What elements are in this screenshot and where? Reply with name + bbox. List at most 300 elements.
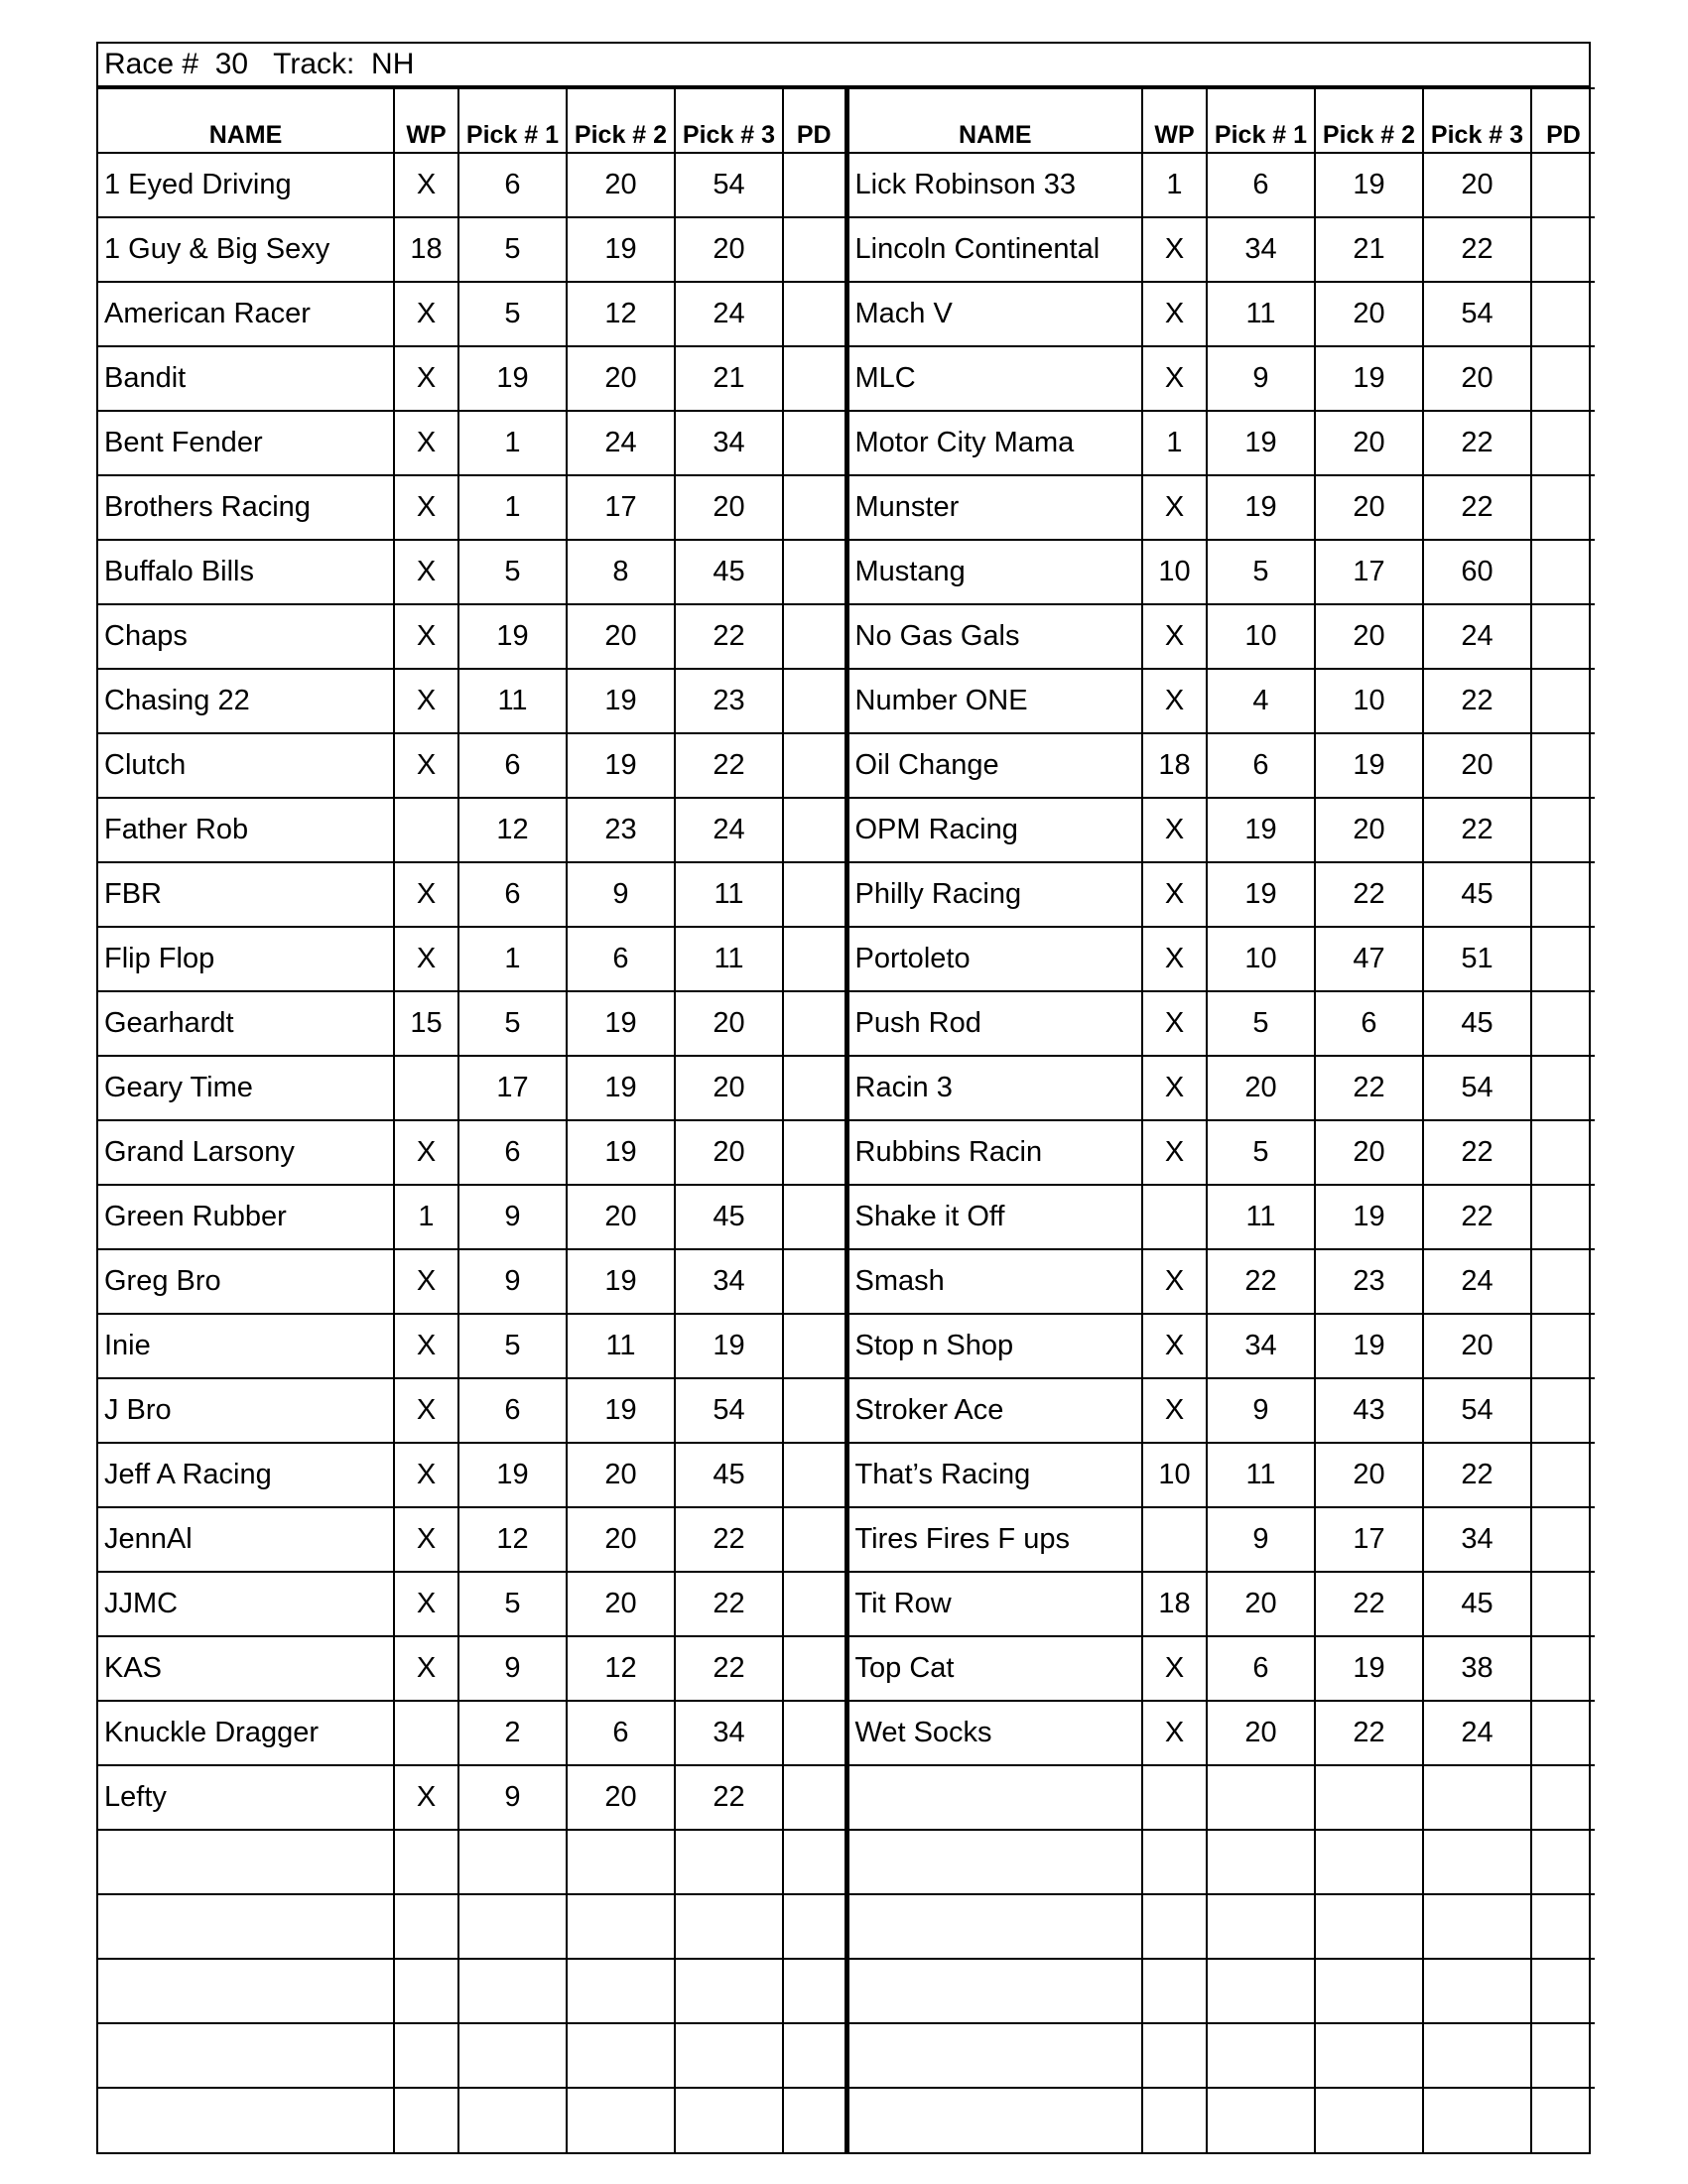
cell-pd-left bbox=[783, 217, 846, 282]
cell-wp-right: X bbox=[1142, 475, 1207, 540]
cell-wp-right: 18 bbox=[1142, 733, 1207, 798]
cell-p2-left: 6 bbox=[567, 927, 675, 991]
cell-p1-left: 12 bbox=[458, 1507, 567, 1572]
cell-p1-right: 6 bbox=[1207, 1636, 1315, 1701]
cell-p1-left: 5 bbox=[458, 1572, 567, 1636]
cell-pd-right bbox=[1531, 1701, 1595, 1765]
column-header-row bbox=[98, 88, 1595, 153]
cell-p2-right: 22 bbox=[1315, 1056, 1423, 1120]
cell-p2-left: 19 bbox=[567, 1249, 675, 1314]
cell-p3-right: 20 bbox=[1423, 346, 1531, 411]
cell-pd-left bbox=[783, 1507, 846, 1572]
table-row bbox=[98, 862, 1595, 927]
cell-p2-left: 20 bbox=[567, 1765, 675, 1830]
cell-p1-right: 9 bbox=[1207, 1378, 1315, 1443]
cell-name-right: Lick Robinson 33 bbox=[846, 153, 1142, 217]
cell-p2-right: 19 bbox=[1315, 1636, 1423, 1701]
cell-pd-right bbox=[1531, 2088, 1595, 2152]
cell-name-left: JJMC bbox=[98, 1572, 394, 1636]
cell-p3-left: 20 bbox=[675, 991, 783, 1056]
cell-p3-left: 23 bbox=[675, 669, 783, 733]
cell-name-left: 1 Eyed Driving bbox=[98, 153, 394, 217]
cell-name-right: Shake it Off bbox=[846, 1185, 1142, 1249]
cell-p3-left: 20 bbox=[675, 1120, 783, 1185]
cell-p1-left bbox=[458, 1894, 567, 1959]
picks-table bbox=[98, 87, 1595, 2152]
cell-p2-left bbox=[567, 1959, 675, 2023]
cell-p1-right: 6 bbox=[1207, 153, 1315, 217]
cell-pd-right bbox=[1531, 282, 1595, 346]
cell-p2-right: 20 bbox=[1315, 411, 1423, 475]
cell-wp-left: X bbox=[394, 862, 458, 927]
cell-p2-left: 19 bbox=[567, 991, 675, 1056]
cell-name-right: Motor City Mama bbox=[846, 411, 1142, 475]
cell-wp-right bbox=[1142, 2023, 1207, 2088]
cell-p2-left: 20 bbox=[567, 1443, 675, 1507]
cell-p2-right: 17 bbox=[1315, 540, 1423, 604]
cell-pd-right bbox=[1531, 1959, 1595, 2023]
table-row bbox=[98, 1378, 1595, 1443]
table-row bbox=[98, 1507, 1595, 1572]
cell-p3-left: 54 bbox=[675, 1378, 783, 1443]
cell-name-left: KAS bbox=[98, 1636, 394, 1701]
cell-name-left: FBR bbox=[98, 862, 394, 927]
cell-name-left bbox=[98, 1959, 394, 2023]
cell-p1-left bbox=[458, 1830, 567, 1894]
cell-p2-left: 12 bbox=[567, 1636, 675, 1701]
cell-pd-right bbox=[1531, 411, 1595, 475]
cell-name-left: Buffalo Bills bbox=[98, 540, 394, 604]
cell-pd-right bbox=[1531, 927, 1595, 991]
cell-wp-right: X bbox=[1142, 1701, 1207, 1765]
cell-p1-right bbox=[1207, 1765, 1315, 1830]
cell-p3-right: 54 bbox=[1423, 1056, 1531, 1120]
cell-pd-left bbox=[783, 1443, 846, 1507]
cell-p3-right bbox=[1423, 1959, 1531, 2023]
col-header-pick3-left: Pick # 3 bbox=[675, 88, 783, 153]
cell-wp-right: X bbox=[1142, 1314, 1207, 1378]
cell-pd-right bbox=[1531, 669, 1595, 733]
cell-wp-left: X bbox=[394, 1507, 458, 1572]
cell-p1-right: 5 bbox=[1207, 540, 1315, 604]
cell-name-right bbox=[846, 2023, 1142, 2088]
cell-wp-left: X bbox=[394, 282, 458, 346]
cell-p1-right: 6 bbox=[1207, 733, 1315, 798]
cell-wp-right bbox=[1142, 1185, 1207, 1249]
cell-name-left: Inie bbox=[98, 1314, 394, 1378]
cell-name-right: Oil Change bbox=[846, 733, 1142, 798]
table-row bbox=[98, 1894, 1595, 1959]
cell-wp-left bbox=[394, 798, 458, 862]
table-row bbox=[98, 1572, 1595, 1636]
cell-p2-left: 24 bbox=[567, 411, 675, 475]
cell-pd-right bbox=[1531, 1185, 1595, 1249]
cell-p2-left: 20 bbox=[567, 1185, 675, 1249]
cell-wp-left: X bbox=[394, 1249, 458, 1314]
cell-p1-left: 6 bbox=[458, 1120, 567, 1185]
cell-name-left: Father Rob bbox=[98, 798, 394, 862]
cell-wp-right: X bbox=[1142, 282, 1207, 346]
cell-pd-right bbox=[1531, 1830, 1595, 1894]
cell-pd-left bbox=[783, 1830, 846, 1894]
cell-p1-left: 6 bbox=[458, 733, 567, 798]
cell-pd-right bbox=[1531, 217, 1595, 282]
table-row bbox=[98, 475, 1595, 540]
cell-pd-left bbox=[783, 669, 846, 733]
cell-p2-right: 19 bbox=[1315, 346, 1423, 411]
cell-name-left: Greg Bro bbox=[98, 1249, 394, 1314]
cell-p2-right: 19 bbox=[1315, 153, 1423, 217]
cell-p2-left: 19 bbox=[567, 1378, 675, 1443]
cell-wp-right: X bbox=[1142, 1120, 1207, 1185]
cell-p2-left: 20 bbox=[567, 1572, 675, 1636]
table-row bbox=[98, 540, 1595, 604]
cell-pd-right bbox=[1531, 604, 1595, 669]
cell-p1-left: 5 bbox=[458, 282, 567, 346]
cell-wp-left: X bbox=[394, 1572, 458, 1636]
cell-p1-left: 6 bbox=[458, 153, 567, 217]
cell-wp-left bbox=[394, 1959, 458, 2023]
cell-p3-left: 45 bbox=[675, 540, 783, 604]
cell-p1-right: 34 bbox=[1207, 1314, 1315, 1378]
cell-p1-right: 10 bbox=[1207, 604, 1315, 669]
cell-p3-right bbox=[1423, 2023, 1531, 2088]
cell-p2-left bbox=[567, 2088, 675, 2152]
cell-p2-left: 17 bbox=[567, 475, 675, 540]
cell-p3-left: 22 bbox=[675, 1636, 783, 1701]
cell-p3-left: 11 bbox=[675, 862, 783, 927]
cell-pd-right bbox=[1531, 2023, 1595, 2088]
cell-p1-left: 1 bbox=[458, 927, 567, 991]
cell-p3-left bbox=[675, 2088, 783, 2152]
cell-p3-right: 22 bbox=[1423, 1443, 1531, 1507]
cell-wp-right: X bbox=[1142, 927, 1207, 991]
table-row bbox=[98, 282, 1595, 346]
cell-wp-right: 10 bbox=[1142, 540, 1207, 604]
cell-p3-left: 21 bbox=[675, 346, 783, 411]
cell-name-left: Bandit bbox=[98, 346, 394, 411]
cell-name-left: Jeff A Racing bbox=[98, 1443, 394, 1507]
cell-wp-left: X bbox=[394, 1765, 458, 1830]
race-number: 30 bbox=[214, 48, 249, 80]
cell-pd-right bbox=[1531, 475, 1595, 540]
cell-pd-left bbox=[783, 346, 846, 411]
cell-p2-right: 20 bbox=[1315, 475, 1423, 540]
cell-p3-left: 22 bbox=[675, 1765, 783, 1830]
table-row bbox=[98, 1443, 1595, 1507]
table-row bbox=[98, 1120, 1595, 1185]
cell-name-left: Lefty bbox=[98, 1765, 394, 1830]
cell-p1-left: 2 bbox=[458, 1701, 567, 1765]
cell-p2-left bbox=[567, 2023, 675, 2088]
cell-name-right: Mustang bbox=[846, 540, 1142, 604]
cell-pd-right bbox=[1531, 1507, 1595, 1572]
cell-pd-right bbox=[1531, 1378, 1595, 1443]
cell-p3-right: 22 bbox=[1423, 1120, 1531, 1185]
cell-wp-left: X bbox=[394, 669, 458, 733]
cell-p1-left: 1 bbox=[458, 475, 567, 540]
cell-p3-left: 11 bbox=[675, 927, 783, 991]
cell-wp-right: X bbox=[1142, 1636, 1207, 1701]
cell-p3-right: 22 bbox=[1423, 798, 1531, 862]
cell-p2-left: 19 bbox=[567, 669, 675, 733]
cell-wp-left: X bbox=[394, 346, 458, 411]
cell-p2-right bbox=[1315, 1765, 1423, 1830]
cell-p2-right: 19 bbox=[1315, 733, 1423, 798]
cell-name-left: Green Rubber bbox=[98, 1185, 394, 1249]
cell-p1-right: 10 bbox=[1207, 927, 1315, 991]
cell-p3-left: 24 bbox=[675, 798, 783, 862]
table-row bbox=[98, 1056, 1595, 1120]
cell-name-left: 1 Guy & Big Sexy bbox=[98, 217, 394, 282]
cell-p1-left: 12 bbox=[458, 798, 567, 862]
cell-wp-right: X bbox=[1142, 604, 1207, 669]
cell-pd-right bbox=[1531, 1443, 1595, 1507]
cell-wp-left: X bbox=[394, 733, 458, 798]
cell-p1-left: 5 bbox=[458, 540, 567, 604]
cell-p3-right: 45 bbox=[1423, 1572, 1531, 1636]
cell-p2-right: 20 bbox=[1315, 1120, 1423, 1185]
cell-p3-right: 22 bbox=[1423, 411, 1531, 475]
cell-pd-left bbox=[783, 153, 846, 217]
cell-wp-left: X bbox=[394, 1378, 458, 1443]
cell-wp-right: X bbox=[1142, 991, 1207, 1056]
cell-wp-left: X bbox=[394, 927, 458, 991]
cell-name-left bbox=[98, 2023, 394, 2088]
cell-p1-right bbox=[1207, 1894, 1315, 1959]
cell-p3-left: 22 bbox=[675, 1572, 783, 1636]
col-header-name-right: NAME bbox=[846, 88, 1142, 153]
cell-wp-left: 15 bbox=[394, 991, 458, 1056]
table-row bbox=[98, 1765, 1595, 1830]
cell-name-left: Chasing 22 bbox=[98, 669, 394, 733]
cell-p1-left: 6 bbox=[458, 1378, 567, 1443]
cell-pd-right bbox=[1531, 346, 1595, 411]
cell-p2-left: 8 bbox=[567, 540, 675, 604]
cell-p2-right: 43 bbox=[1315, 1378, 1423, 1443]
cell-p1-left: 9 bbox=[458, 1185, 567, 1249]
cell-p3-left: 45 bbox=[675, 1185, 783, 1249]
cell-p3-right: 54 bbox=[1423, 282, 1531, 346]
cell-p1-right: 19 bbox=[1207, 411, 1315, 475]
cell-p3-right: 20 bbox=[1423, 153, 1531, 217]
cell-name-right: Portoleto bbox=[846, 927, 1142, 991]
cell-p1-right: 4 bbox=[1207, 669, 1315, 733]
cell-p2-left: 12 bbox=[567, 282, 675, 346]
cell-wp-right: X bbox=[1142, 669, 1207, 733]
cell-wp-left: X bbox=[394, 1120, 458, 1185]
cell-p2-right: 10 bbox=[1315, 669, 1423, 733]
cell-wp-left: X bbox=[394, 411, 458, 475]
cell-p2-right: 23 bbox=[1315, 1249, 1423, 1314]
cell-wp-right: X bbox=[1142, 1378, 1207, 1443]
cell-pd-left bbox=[783, 604, 846, 669]
cell-pd-left bbox=[783, 1314, 846, 1378]
cell-p2-left: 20 bbox=[567, 346, 675, 411]
cell-p3-right: 54 bbox=[1423, 1378, 1531, 1443]
cell-p1-left: 9 bbox=[458, 1636, 567, 1701]
table-row bbox=[98, 2023, 1595, 2088]
col-header-pick2-left: Pick # 2 bbox=[567, 88, 675, 153]
cell-wp-right bbox=[1142, 1830, 1207, 1894]
cell-p3-right: 20 bbox=[1423, 1314, 1531, 1378]
cell-pd-right bbox=[1531, 862, 1595, 927]
cell-p1-right: 11 bbox=[1207, 282, 1315, 346]
cell-p2-left: 11 bbox=[567, 1314, 675, 1378]
cell-pd-right bbox=[1531, 1314, 1595, 1378]
table-row bbox=[98, 1959, 1595, 2023]
cell-wp-right: 18 bbox=[1142, 1572, 1207, 1636]
cell-name-right: MLC bbox=[846, 346, 1142, 411]
cell-wp-right: 10 bbox=[1142, 1443, 1207, 1507]
cell-p1-right: 20 bbox=[1207, 1572, 1315, 1636]
cell-p1-right: 20 bbox=[1207, 1701, 1315, 1765]
cell-name-right: Philly Racing bbox=[846, 862, 1142, 927]
cell-p3-right bbox=[1423, 2088, 1531, 2152]
table-row bbox=[98, 346, 1595, 411]
race-picks-sheet bbox=[96, 42, 1591, 2154]
cell-name-left: Flip Flop bbox=[98, 927, 394, 991]
cell-pd-right bbox=[1531, 991, 1595, 1056]
cell-p3-left: 45 bbox=[675, 1443, 783, 1507]
cell-p3-right: 22 bbox=[1423, 475, 1531, 540]
cell-wp-right bbox=[1142, 1894, 1207, 1959]
table-row bbox=[98, 411, 1595, 475]
cell-pd-right bbox=[1531, 1249, 1595, 1314]
cell-name-right: Tit Row bbox=[846, 1572, 1142, 1636]
cell-p3-right: 60 bbox=[1423, 540, 1531, 604]
cell-name-left: JennAl bbox=[98, 1507, 394, 1572]
cell-p1-left: 19 bbox=[458, 1443, 567, 1507]
cell-wp-right bbox=[1142, 1959, 1207, 2023]
cell-name-left bbox=[98, 2088, 394, 2152]
cell-p2-right: 20 bbox=[1315, 798, 1423, 862]
cell-name-right: That’s Racing bbox=[846, 1443, 1142, 1507]
cell-wp-left bbox=[394, 1701, 458, 1765]
cell-wp-right bbox=[1142, 1507, 1207, 1572]
cell-p2-right: 22 bbox=[1315, 1701, 1423, 1765]
cell-pd-left bbox=[783, 1894, 846, 1959]
cell-p3-left: 19 bbox=[675, 1314, 783, 1378]
col-header-wp-right: WP bbox=[1142, 88, 1207, 153]
col-header-pd-right: PD bbox=[1531, 88, 1595, 153]
cell-pd-left bbox=[783, 1120, 846, 1185]
cell-p1-left: 1 bbox=[458, 411, 567, 475]
cell-wp-right bbox=[1142, 1765, 1207, 1830]
cell-name-right: Racin 3 bbox=[846, 1056, 1142, 1120]
cell-p2-right: 19 bbox=[1315, 1314, 1423, 1378]
col-header-pick3-right: Pick # 3 bbox=[1423, 88, 1531, 153]
cell-name-right bbox=[846, 2088, 1142, 2152]
table-row bbox=[98, 217, 1595, 282]
cell-name-right bbox=[846, 1959, 1142, 2023]
col-header-wp-left: WP bbox=[394, 88, 458, 153]
cell-name-left: Chaps bbox=[98, 604, 394, 669]
cell-p2-left: 19 bbox=[567, 733, 675, 798]
cell-p3-right: 51 bbox=[1423, 927, 1531, 991]
cell-wp-left: X bbox=[394, 153, 458, 217]
col-header-pd-left: PD bbox=[783, 88, 846, 153]
cell-pd-left bbox=[783, 927, 846, 991]
cell-name-left bbox=[98, 1830, 394, 1894]
cell-p1-left: 19 bbox=[458, 346, 567, 411]
cell-p2-left: 23 bbox=[567, 798, 675, 862]
cell-p1-left: 19 bbox=[458, 604, 567, 669]
cell-pd-left bbox=[783, 1249, 846, 1314]
cell-p3-right: 20 bbox=[1423, 733, 1531, 798]
cell-p3-right: 22 bbox=[1423, 669, 1531, 733]
cell-p2-right: 20 bbox=[1315, 1443, 1423, 1507]
cell-p2-left: 19 bbox=[567, 217, 675, 282]
cell-name-left: Clutch bbox=[98, 733, 394, 798]
cell-wp-right bbox=[1142, 2088, 1207, 2152]
cell-p3-left: 34 bbox=[675, 1249, 783, 1314]
cell-p3-right bbox=[1423, 1765, 1531, 1830]
cell-pd-left bbox=[783, 282, 846, 346]
cell-p1-right: 19 bbox=[1207, 475, 1315, 540]
cell-wp-right: X bbox=[1142, 798, 1207, 862]
table-row bbox=[98, 1249, 1595, 1314]
cell-p3-right: 34 bbox=[1423, 1507, 1531, 1572]
cell-p3-right bbox=[1423, 1894, 1531, 1959]
cell-p2-right bbox=[1315, 1830, 1423, 1894]
cell-name-right: Tires Fires F ups bbox=[846, 1507, 1142, 1572]
cell-p3-right: 22 bbox=[1423, 1185, 1531, 1249]
cell-wp-left bbox=[394, 2023, 458, 2088]
cell-p1-left bbox=[458, 2088, 567, 2152]
cell-name-right: Lincoln Continental bbox=[846, 217, 1142, 282]
cell-p2-right: 6 bbox=[1315, 991, 1423, 1056]
cell-p1-left: 11 bbox=[458, 669, 567, 733]
cell-p1-right bbox=[1207, 1830, 1315, 1894]
cell-p3-left: 20 bbox=[675, 217, 783, 282]
cell-p2-left: 9 bbox=[567, 862, 675, 927]
table-row bbox=[98, 798, 1595, 862]
table-row bbox=[98, 1701, 1595, 1765]
cell-pd-left bbox=[783, 2088, 846, 2152]
cell-p3-left: 20 bbox=[675, 1056, 783, 1120]
cell-p2-right: 21 bbox=[1315, 217, 1423, 282]
cell-p1-left: 9 bbox=[458, 1765, 567, 1830]
cell-p3-right: 22 bbox=[1423, 217, 1531, 282]
cell-pd-left bbox=[783, 798, 846, 862]
cell-p1-left: 17 bbox=[458, 1056, 567, 1120]
track-label: Track: bbox=[273, 48, 355, 80]
cell-wp-left: X bbox=[394, 1636, 458, 1701]
cell-wp-right: 1 bbox=[1142, 411, 1207, 475]
cell-pd-right bbox=[1531, 1765, 1595, 1830]
table-row bbox=[98, 991, 1595, 1056]
cell-p2-left: 19 bbox=[567, 1120, 675, 1185]
cell-p2-left: 20 bbox=[567, 153, 675, 217]
cell-p2-right: 22 bbox=[1315, 862, 1423, 927]
table-row bbox=[98, 669, 1595, 733]
cell-p3-left: 22 bbox=[675, 1507, 783, 1572]
cell-p3-left: 24 bbox=[675, 282, 783, 346]
col-header-pick1-right: Pick # 1 bbox=[1207, 88, 1315, 153]
cell-name-left: Geary Time bbox=[98, 1056, 394, 1120]
cell-name-left: American Racer bbox=[98, 282, 394, 346]
cell-p2-right bbox=[1315, 1894, 1423, 1959]
cell-p1-left: 6 bbox=[458, 862, 567, 927]
cell-wp-left: 18 bbox=[394, 217, 458, 282]
cell-name-left: Grand Larsony bbox=[98, 1120, 394, 1185]
col-header-pick2-right: Pick # 2 bbox=[1315, 88, 1423, 153]
cell-p1-right: 22 bbox=[1207, 1249, 1315, 1314]
cell-wp-left bbox=[394, 1894, 458, 1959]
cell-wp-left: X bbox=[394, 475, 458, 540]
cell-p1-right: 5 bbox=[1207, 991, 1315, 1056]
